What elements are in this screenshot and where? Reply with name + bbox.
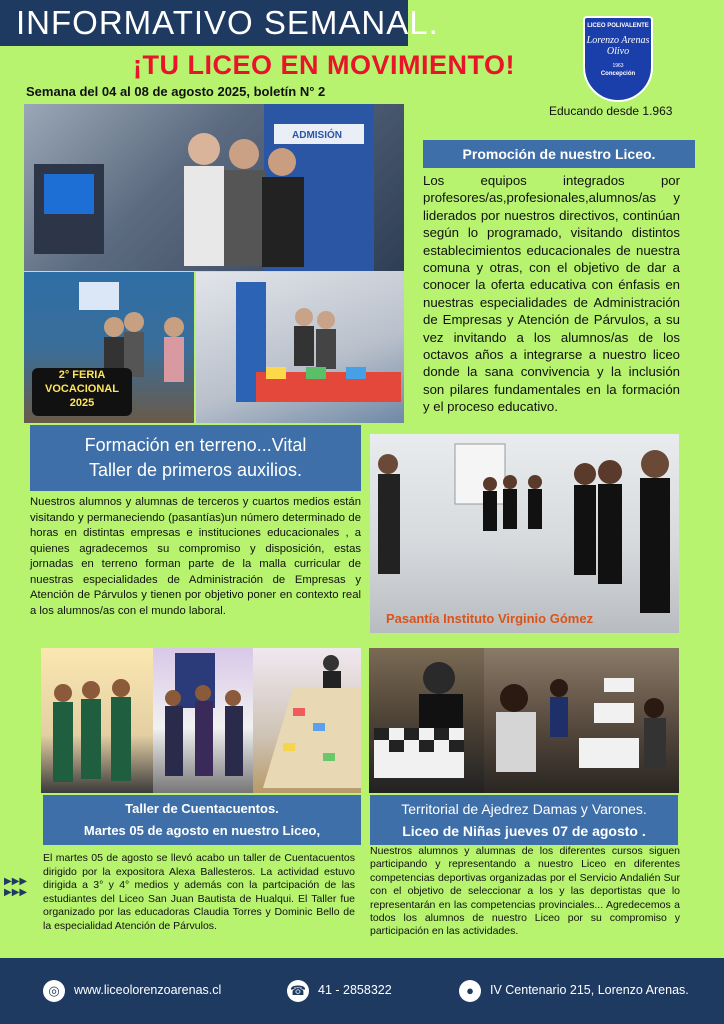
photo-stand-illustration: [196, 272, 404, 423]
week-bulletin-line: Semana del 04 al 08 de agosto 2025, boletín N° 2: [26, 84, 326, 99]
photo-pasantia: [370, 434, 679, 633]
footer-bar: [0, 958, 724, 1024]
photo-ajedrez-tournament: [484, 648, 679, 793]
formacion-text: Nuestros alumnos y alumnas de terceros y cuartos medios están visitando y permaneciendo (pasantías)un número determinado de horas en distintas empresas e instituciones educacionales , a quienes agradecemos su compromiso y disposición, estas jornadas en terreno forman parte de la malla curricular de nuestras especialidades de Administración de Empresas y Atención de Párvulos y tienen por objetivo poner en contexto real a los alumnos/as con el mundo laboral.: [30, 496, 361, 617]
logo-city: Concepción: [600, 71, 636, 77]
cuentacuentos-title-line1: Taller de Cuentacuentos.: [125, 801, 279, 816]
footer-address: IV Centenario 215, Lorenzo Arenas.: [490, 983, 689, 997]
decorative-arrows-icon: ▶▶▶ ▶▶▶: [4, 876, 28, 898]
formacion-title-line1: Formación en terreno...Vital: [84, 435, 307, 455]
photo-feria-vocacional: [24, 272, 194, 423]
promocion-title: Promoción de nuestro Liceo.: [423, 140, 695, 168]
cuentacuentos-title-line2: Martes 05 de agosto en nuestro Liceo,: [83, 823, 321, 838]
newsletter-title: INFORMATIVO SEMANAL.: [16, 4, 439, 41]
photo-cuentacuentos-presenters-illustration: [153, 648, 253, 793]
photo-ajedrez-player: [369, 648, 484, 793]
educando-desde: Educando desde 1.963: [549, 104, 673, 118]
photo-cuentacuentos-materials-illustration: [253, 648, 361, 793]
admision-banner-text: ADMISIÓN: [292, 130, 342, 141]
photo-ajedrez-player-illustration: [369, 648, 484, 793]
logo-name: Lorenzo Arenas Olivo: [586, 35, 650, 57]
photo-admision-illustration: [24, 104, 404, 271]
formacion-title-box: [30, 425, 361, 491]
promocion-text: Los equipos integrados por profesores/as,profesionales,alumnos/as y liderados por nuestros directivos, continúan según lo programado, visitando distintos establecimientos educacionales de nuestra comuna y otras, con el objetivo de dar a conocer la oferta educativa con énfasis en nuestras especialidades de Administración de Empresas y Atención de Párvulos, a su vez invitando a los alumnos/as de los octavos años a integrarse a nuestro liceo donde la sana convivencia y la inclusión son pilares fundamentales en la formación y el proceso educativo.: [423, 173, 680, 415]
footer-website-link[interactable]: www.liceolorenzoarenas.cl: [74, 983, 222, 997]
photo-pasantia-illustration: [370, 434, 679, 633]
cuentacuentos-text: El martes 05 de agosto se llevó acabo un taller de Cuentacuentos dirigido por la expositora Alexa Ballesteros. La actividad estuvo dirigida a 3° y 4° medios y además con la partcipación de las estudiantes del Liceo San Juan Bautista de Hualqui. El Taller fue organizado por las educadoras Claudia Torres y Dominic Bello de la especialidad Atención de Párvulos.: [43, 852, 355, 932]
ajedrez-title-box: [370, 795, 678, 845]
photo-ajedrez-tournament-illustration: [484, 648, 679, 793]
footer-phone[interactable]: 41 - 2858322: [318, 983, 392, 997]
phone-icon: ☎: [287, 980, 309, 1002]
cuentacuentos-title-box: [43, 795, 361, 845]
ajedrez-title-line1: Territorial de Ajedrez Damas y Varones.: [401, 801, 647, 817]
logo-year: 1963: [612, 63, 624, 69]
newsletter-subtitle: ¡TU LICEO EN MOVIMIENTO!: [133, 50, 515, 80]
feria-vocacional-sign: 2° FERIA VOCACIONAL 2025: [45, 369, 119, 409]
logo-top-text: LICEO POLIVALENTE: [587, 23, 649, 29]
ajedrez-text: Nuestros alumnos y alumnas de los diferentes cursos siguen participando y representando a nuestro Liceo en diferentes competencias deportivas organizadas por el Servicio Andalién Sur con el objetivo de seleccionar a los y las deportistas que lo representarán en las competencias provinciales... Agredecemos a todos los alumnos de nuestro Liceo por su compromiso y participación en las actividades.: [370, 845, 680, 938]
photo-cuentacuentos-presenters: [153, 648, 253, 793]
photo-cuentacuentos-group: [41, 648, 153, 793]
photo-cuentacuentos-materials: [253, 648, 361, 793]
school-logo: [583, 16, 653, 102]
photo-admision-visit: [24, 104, 404, 271]
pasantia-caption: Pasantía Instituto Virginio Gómez: [386, 611, 594, 626]
location-pin-icon: ●: [459, 980, 481, 1002]
photo-stand-display: [196, 272, 404, 423]
photo-cuentacuentos-group-illustration: [41, 648, 153, 793]
ajedrez-title-line2: Liceo de Niñas jueves 07 de agosto .: [402, 823, 646, 839]
globe-icon: ◎: [43, 980, 65, 1002]
formacion-title-line2: Taller de primeros auxilios.: [88, 460, 303, 480]
